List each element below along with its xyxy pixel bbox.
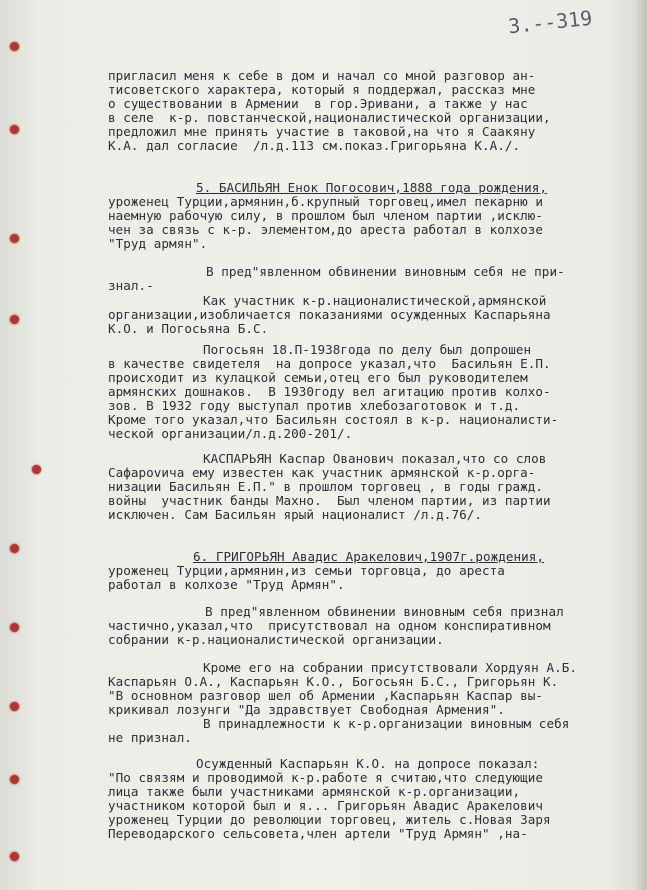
text-line: тисоветского характера, который я поддержал, рассказ мне <box>108 82 536 97</box>
binding-hole <box>32 465 41 474</box>
text-line: КАСПАРЬЯН Каспар Ованович показал,что со слов <box>203 451 547 466</box>
text-line: Переводарского сельсовета,член артели "Труд Армян" ,на- <box>108 826 528 841</box>
text-line: в качестве свидетеля на допросе указал,что Басильян Е.П. <box>108 356 551 371</box>
text-line: уроженец Турции до революции торговец, житель с.Новая Заря <box>108 812 551 827</box>
text-line: о существовании в Армении в гор.Эривани, а также у нас <box>108 96 528 111</box>
text-line: организации,изобличается показаниями осужденных Каспарьяна <box>108 307 551 322</box>
text-line: Погосьян 18.П-1938года по делу был допрошен <box>203 342 532 357</box>
text-line: Кроме того указал,что Басильян состоял в к-р. националисти- <box>108 412 559 427</box>
text-line: армянских дошнаков. В 1930году вел агитацию против колхо- <box>108 384 551 399</box>
binding-hole <box>10 315 19 324</box>
text-line: наемную рабочую силу, в прошлом был членом партии ,исклю- <box>108 208 544 223</box>
text-line: в селе к-р. повстанческой,националистической организации, <box>108 110 551 125</box>
text-line: "По связям и проводимой к-р.работе я считаю,что следующие <box>108 770 544 785</box>
text-line: "В основном разговор шел об Армении ,Каспарьян Каспар вы- <box>108 688 544 703</box>
binding-hole <box>10 623 19 632</box>
text-line: крикивал лозунги "Да здравствует Свободная Армения". <box>108 702 505 717</box>
text-line: участником которой был и я... Григорьян Авадис Аракелович <box>108 798 544 813</box>
binding-hole <box>10 234 19 243</box>
text-line: Как участник к-р.националистической,армянской <box>203 293 547 308</box>
text-line: не признал. <box>108 730 192 745</box>
text-line: К.О. и Погосьяна Б.С. <box>108 321 269 336</box>
text-line: Осужденный Каспарьян К.О. на допросе показал: <box>196 756 540 771</box>
binding-hole <box>10 852 19 861</box>
text-line: работал в колхозе "Труд Армян". <box>108 577 345 592</box>
text-line: Каспарьян О.А., Каспарьян К.О., Богосьян Б.С., Григорьян К. <box>108 674 559 689</box>
text-line: частично,указал,что присутствовал на одном конспиративном <box>108 618 551 633</box>
section-heading: 5. БАСИЛЬЯН Енок Погосович,1888 года рождения, <box>196 180 548 195</box>
text-line: знал.- <box>108 278 154 293</box>
text-line: В пред"явленном обвинении виновным себя не при- <box>206 264 565 279</box>
text-line: К.А. дал согласие /л.д.113 см.показ.Григорьяна К.А./. <box>108 138 521 153</box>
text-line: предложил мне принять участие в таковой,на что я Саакяну <box>108 124 536 139</box>
text-line: Сафароvича ему известен как участник армянской к-р.орга- <box>108 465 536 480</box>
binding-hole <box>10 775 19 784</box>
text-line: чен за связь с к-р. элементом,до ареста работал в колхозе <box>108 222 544 237</box>
text-line: уроженец Турции,армянин,из семьи торговца, до ареста <box>108 563 505 578</box>
text-line: войны участник банды Махно. Был членом партии, из партии <box>108 493 551 508</box>
text-line: "Труд армян". <box>108 236 208 251</box>
text-line: уроженец Турции,армянин,б.крупный торговец,имел пекарню и <box>108 194 544 209</box>
text-line: низации Басильян Е.П." в прошлом торговец , в годы гражд. <box>108 479 544 494</box>
binding-hole <box>10 125 19 134</box>
binding-hole <box>10 42 19 51</box>
text-line: В пред"явленном обвинении виновным себя признал <box>205 604 564 619</box>
section-heading: 6. ГРИГОРЬЯН Авадис Аракелович,1907г.рождения, <box>193 549 545 564</box>
binding-hole <box>10 544 19 553</box>
page-number: 3.--319 <box>506 5 594 39</box>
text-line: В принадлежности к к-р.организации виновным себя <box>203 716 570 731</box>
text-line: происходит из кулацкой семьи,отец его был руководителем <box>108 370 528 385</box>
text-line: зов. В 1932 году выступал против хлебозаготовок и т.д. <box>108 398 521 413</box>
text-line: собрании к-р.националистической организации. <box>108 632 444 647</box>
text-line: лица также были участниками армянской к-р.организации, <box>108 784 521 799</box>
text-line: пригласил меня к себе в дом и начал со мной разговор ан- <box>108 68 536 83</box>
text-line: ческой организации/л.д.200-201/. <box>108 426 353 441</box>
text-line: исключен. Сам Басильян ярый националист /л.д.76/. <box>108 507 482 522</box>
page-edge-shadow <box>635 0 647 890</box>
binding-hole <box>10 702 19 711</box>
text-line: Кроме его на собрании присутствовали Хордуян А.Б. <box>203 660 577 675</box>
